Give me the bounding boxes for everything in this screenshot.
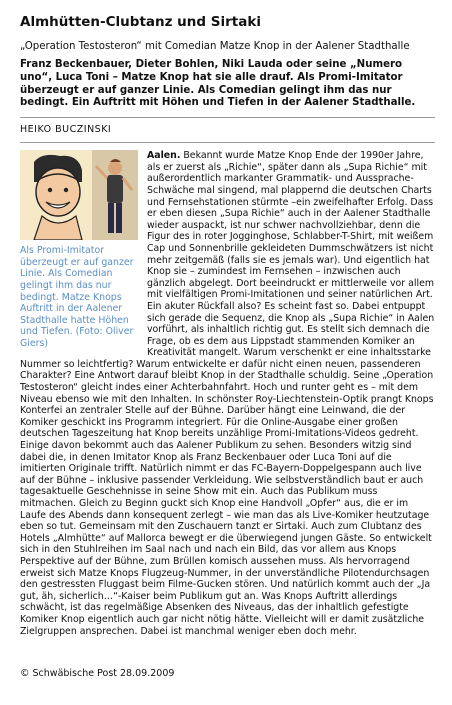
- author-byline: HEIKO BUCZINSKI: [20, 124, 112, 136]
- article-photo: [20, 150, 138, 240]
- photo-caption: Als Promi-Imitator überzeugt er auf ganzer Linie. Als Comedian gelingt ihm das nur bedingt. Matze Knops Auftritt in der Aalener Stadthalle hatte Höhen und Tiefen. (Foto: Oliver Giers): [20, 245, 134, 349]
- body-paragraph: Bekannt wurde Matze Knop Ende der 1990er Jahre, als er zuerst als „Richie“, später dann als „Supa Richie“ mit außerordentlich markanter Grammatik- und Aussprache-Schwäche mal singend, mal plappernd die deutschen Charts und Fernsehstationen stürmte –ein zweifelhafter Erfolg. Dass er eben diesen „Supa Richie“ auch in der Aalener Stadthalle wieder auspackt, ist nur schwer nachvollziehbar, denn die Figur des in roter Jogginghose, Schlabber-T-Shirt, mit weißem Cap und Sonnenbrille gekleideten Dummschwätzers ist nicht mehr zeitgemäß (falls sie es jemals war). Und eigentlich hat Knop sie – zumindest im Fernsehen – inzwischen auch gänzlich abgelegt. Dort beeindruckt er mittlerweile vor allem mit vielfältigen Promi-Imitationen und seiner natürlichen Art. Ein akuter Rückfall also? Es scheint fast so. Dabei entpuppt sich gerade die Sequenz, die Knop als „Supa Richie“ in Aalen vorführt, als inhaltlich richtig gut. Es stellt sich demnach die Frage, ob es dem aus Lippstadt stammenden Komiker an Kreativität mangelt. Warum verschenkt er eine inhaltsstarke Nummer so leichtfertig? Warum entwickelte er dafür nicht einen neuen, passenderen Charakter? Eine Antwort darauf bleibt Knop in der Stadthalle schuldig. Seine „Operation Testosteron“ gleicht indes einer Achterbahnfahrt. Hoch und runter geht es – mit dem Niveau ebenso wie mit den Inhalten. In schönster Roy-Liechtenstein-Optik prangt Knops Konterfei an zentraler Stelle auf der Bühne. Darüber hängt eine Leinwand, die der Komiker geschickt ins Programm integriert. Für die Online-Ausgabe einer großen deutschen Tageszeitung hat Knop bereits unzählige Promi-Imitations-Videos gedreht. Einige davon bekommt auch das Aalener Publikum zu sehen. Besonders witzig sind dabei die, in denen Imitator Knop als Franz Beckenbauer oder Luca Toni auf die imitierten Originale trifft. Natürlich nimmt er das FC-Bayern-Doppelgespann auch live auf der Bühne – inklusive passender Verkleidung. Wie selbstverständlich baut er auch tagesaktuelle Geschehnisse in seine Show mit ein. Auch das Publikum muss mitmachen. Gleich zu Beginn guckt sich Knop eine Handvoll „Opfer“ aus, die er im Laufe des Abends dann konsequent zerlegt – wie man das als Live-Komiker heutzutage eben so tut. Gemeinsam mit den Zuschauern tanzt er Sirtaki. Auch zum Clubtanz des Hotels „Almhütte“ auf Mallorca bewegt er die überwiegend jungen Gäste. So entwickelt sich in den Stuhlreihen im Saal nach und nach ein Bild, das vor allem aus Knops Perspektive auf der Bühne, zum Brüllen komisch aussehen muss. Als hervorragend erweist sich Matze Knops Flugzeug-Nummer, in der unverständliche Pilotendurchsagen den gestressten Fluggast beim Filme-Gucken stören. Und natürlich kommt auch der „Ja gut, äh, sicherlich…“-Kaiser beim Publikum gut an. Was Knops Auftritt allerdings schwächt, ist das regelmäßige Absenken des Niveaus, das der inhaltlich gefestigte Komiker Knop eigentlich auch gar nicht nötig hätte. Vielleicht will er damit zusätzliche Zielgruppen ansprechen. Dabei ist manchmal weniger eben doch mehr.: [20, 150, 435, 637]
- dateline: Aalen.: [147, 150, 181, 162]
- article-body: [20, 150, 435, 637]
- photo-illustration: [20, 150, 138, 240]
- subheadline: „Operation Testosteron“ mit Comedian Matze Knop in der Aalener Stadthalle: [20, 41, 410, 52]
- divider: [20, 142, 435, 143]
- figure: [20, 150, 138, 349]
- article: [20, 14, 435, 637]
- source-credit: © Schwäbische Post 28.09.2009: [20, 668, 175, 679]
- headline: Almhütten-Clubtanz und Sirtaki: [20, 14, 261, 30]
- divider: [20, 117, 435, 118]
- lead-paragraph: Franz Beckenbauer, Dieter Bohlen, Niki Lauda oder seine „Numero uno“, Luca Toni – Matze Knop hat sie alle drauf. Als Promi-Imitator überzeugt er auf ganzer Linie. Als Comedian gelingt ihm das nur bedingt. Ein Auftritt mit Höhen und Tiefen in der Aalener Stadthalle.: [20, 59, 416, 109]
